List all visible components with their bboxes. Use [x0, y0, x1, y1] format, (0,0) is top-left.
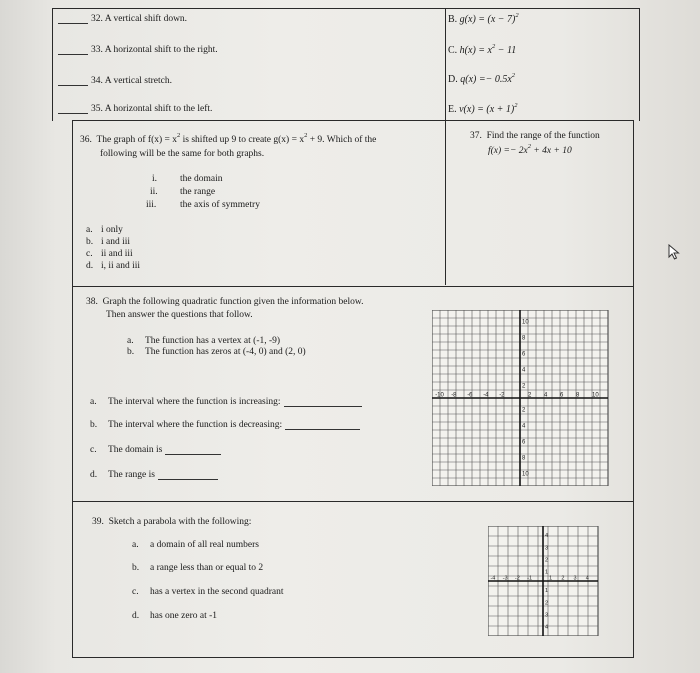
y-tick-label: 4: [545, 624, 549, 631]
y-tick-label: 4: [522, 367, 526, 374]
y-tick-label: 3: [545, 545, 549, 552]
x-tick-label: 1: [549, 575, 553, 582]
x-tick-label: 8: [576, 392, 580, 399]
x-tick-label: -4: [483, 392, 489, 399]
x-tick-label: 3: [573, 575, 577, 582]
choice-item: D. $q(x) =- 0.5x^2$: [448, 72, 516, 85]
q36-statement: the range: [180, 187, 216, 197]
q38-question: d. The range is: [90, 470, 218, 480]
mouse-cursor-icon: [668, 244, 682, 260]
x-tick-label: -8: [451, 392, 457, 399]
y-tick-label: 2: [522, 383, 526, 390]
y-tick-label: 10: [522, 471, 529, 478]
q39-condition: b. a range less than or equal to 2: [132, 563, 264, 573]
choice-item: E. $v(x) = (x + 1)^2$: [448, 102, 518, 115]
matching-item: 33. A horizontal shift to the right.: [58, 45, 218, 55]
answer-blank[interactable]: [58, 23, 88, 24]
q38-given-info: b. The function has zeros at (-4, 0) and (2, 0): [127, 347, 306, 357]
q39-coordinate-grid[interactable]: [488, 526, 602, 636]
q36-stem: 36. The graph of $f(x) = x^2$ is shifted up 9 to create $g(x) = x^2 + 9$. Which of the: [80, 132, 377, 145]
q36-statement-num: i.: [152, 174, 158, 184]
y-tick-label: 1: [545, 588, 549, 595]
q37-stem: 37. Find the range of the function: [470, 131, 600, 141]
choice-item: B. $g(x) = (x - 7)^2$: [448, 12, 519, 25]
matching-divider: [445, 8, 446, 120]
choice-item: C. $h(x) = x^2 - 11$: [448, 43, 517, 56]
x-tick-label: 6: [560, 392, 564, 399]
y-tick-label: 6: [522, 351, 526, 358]
q36-statement-num: ii.: [150, 187, 158, 197]
q38-given-info: a. The function has a vertex at (-1, -9): [127, 336, 281, 346]
matching-item: 32. A vertical shift down.: [58, 14, 187, 24]
q36-option[interactable]: b. i and iii: [86, 237, 131, 247]
answer-blank[interactable]: [285, 429, 360, 430]
x-tick-label: -1: [527, 575, 533, 582]
q38-question: a. The interval where the function is increasing:: [90, 397, 362, 407]
y-tick-label: 8: [522, 335, 526, 342]
y-tick-label: 4: [522, 423, 526, 430]
x-tick-label: -2: [514, 575, 520, 582]
q38-stem-line2: Then answer the questions that follow.: [106, 310, 253, 320]
y-tick-label: 4: [545, 533, 549, 540]
y-tick-label: 8: [522, 455, 526, 462]
q39-condition: d. has one zero at -1: [132, 611, 217, 621]
q36-option[interactable]: c. ii and iii: [86, 249, 133, 259]
q39-condition: c. has a vertex in the second quadrant: [132, 587, 284, 597]
x-tick-label: 2: [561, 575, 565, 582]
y-tick-label: 6: [522, 439, 526, 446]
q38-question: b. The interval where the function is decreasing:: [90, 420, 360, 430]
answer-blank[interactable]: [158, 479, 218, 480]
q36-option[interactable]: d. i, ii and iii: [86, 261, 141, 271]
y-tick-label: 1: [545, 569, 549, 576]
q36-stem-line2: following will be the same for both graphs.: [100, 149, 265, 159]
answer-blank[interactable]: [284, 406, 362, 407]
q38-stem: 38. Graph the following quadratic function given the information below.: [86, 297, 364, 307]
q37-function: $f(x) =- 2x^2 + 4x + 10$: [488, 143, 572, 156]
y-tick-label: 3: [545, 612, 549, 619]
q36-option[interactable]: a. i only: [86, 225, 123, 235]
x-tick-label: -6: [467, 392, 473, 399]
x-tick-label: 4: [585, 575, 589, 582]
x-tick-label: -2: [499, 392, 505, 399]
x-tick-label: 2: [528, 392, 532, 399]
x-tick-label: -4: [490, 575, 496, 582]
q39-stem: 39. Sketch a parabola with the following:: [92, 517, 252, 527]
q39-condition: a. a domain of all real numbers: [132, 540, 259, 550]
q36-statement: the domain: [180, 174, 223, 184]
x-tick-label: -10: [435, 392, 444, 399]
answer-blank[interactable]: [58, 85, 88, 86]
x-tick-label: 10: [592, 392, 599, 399]
q38-coordinate-grid[interactable]: [432, 310, 612, 486]
matching-item: 35. A horizontal shift to the left.: [58, 104, 212, 114]
answer-blank[interactable]: [165, 454, 221, 455]
y-tick-label: 2: [522, 407, 526, 414]
y-tick-label: 2: [545, 557, 549, 564]
answer-blank[interactable]: [58, 113, 88, 114]
y-tick-label: 10: [522, 319, 529, 326]
matching-item: 34. A vertical stretch.: [58, 76, 172, 86]
q38-question: c. The domain is: [90, 445, 221, 455]
q36-statement: the axis of symmetry: [180, 200, 260, 210]
x-tick-label: -3: [502, 575, 508, 582]
q36-q37-divider: [445, 120, 446, 285]
x-tick-label: 4: [544, 392, 548, 399]
y-tick-label: 2: [545, 600, 549, 607]
answer-blank[interactable]: [58, 54, 88, 55]
q36-statement-num: iii.: [146, 200, 157, 210]
